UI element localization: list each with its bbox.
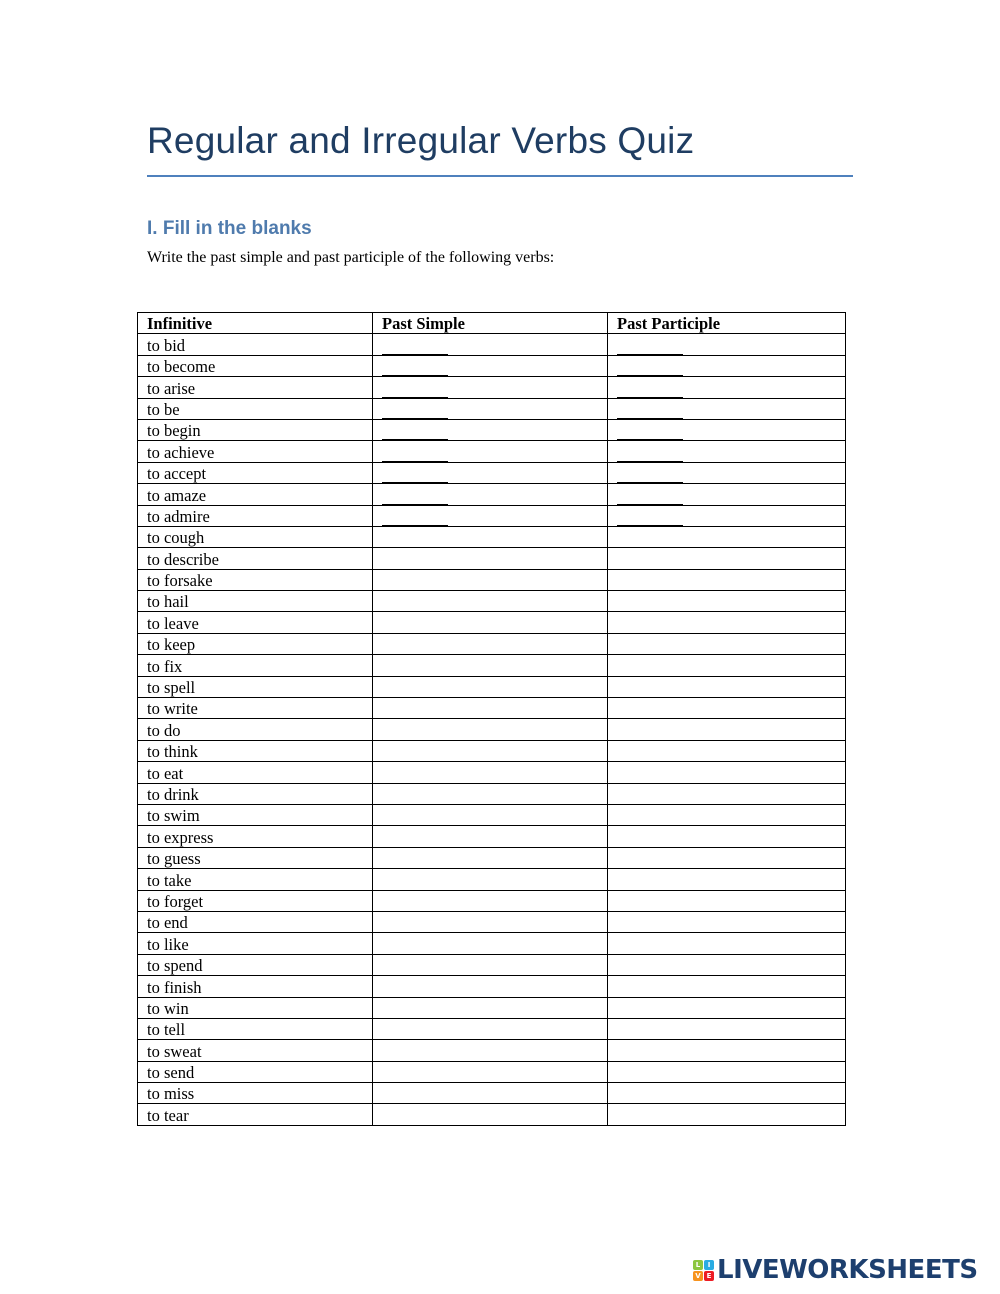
past-participle-cell[interactable] (608, 869, 846, 890)
table-row (138, 933, 846, 954)
infinitive-cell: to write (138, 698, 373, 719)
past-participle-cell[interactable] (608, 655, 846, 676)
table-row (138, 505, 846, 526)
past-participle-blank[interactable] (617, 511, 683, 526)
table-row (138, 1018, 846, 1039)
past-participle-cell[interactable] (608, 1061, 846, 1082)
past-simple-blank[interactable] (382, 404, 448, 419)
past-participle-cell[interactable] (608, 419, 846, 440)
infinitive-cell: to miss (138, 1083, 373, 1104)
infinitive-cell: to guess (138, 847, 373, 868)
table-row (138, 976, 846, 997)
table-row (138, 377, 846, 398)
infinitive-cell: to finish (138, 976, 373, 997)
past-participle-cell[interactable] (608, 1018, 846, 1039)
past-participle-cell[interactable] (608, 826, 846, 847)
past-participle-cell[interactable] (608, 911, 846, 932)
past-simple-cell[interactable] (373, 505, 608, 526)
infinitive-cell: to admire (138, 505, 373, 526)
past-participle-cell[interactable] (608, 1040, 846, 1061)
past-simple-blank[interactable] (382, 447, 448, 462)
past-simple-cell[interactable] (373, 1018, 608, 1039)
infinitive-cell: to win (138, 997, 373, 1018)
verbs-table (137, 312, 846, 1126)
infinitive-cell: to describe (138, 548, 373, 569)
infinitive-cell: to swim (138, 804, 373, 825)
infinitive-cell: to keep (138, 633, 373, 654)
table-row (138, 548, 846, 569)
past-simple-cell[interactable] (373, 1104, 608, 1125)
past-simple-cell[interactable] (373, 740, 608, 761)
past-simple-cell[interactable] (373, 398, 608, 419)
past-participle-cell[interactable] (608, 505, 846, 526)
past-simple-cell[interactable] (373, 612, 608, 633)
table-row (138, 997, 846, 1018)
past-simple-cell[interactable] (373, 698, 608, 719)
past-participle-cell[interactable] (608, 484, 846, 505)
past-simple-cell[interactable] (373, 355, 608, 376)
past-simple-cell[interactable] (373, 911, 608, 932)
infinitive-cell: to forget (138, 890, 373, 911)
infinitive-cell: to become (138, 355, 373, 376)
table-row (138, 1083, 846, 1104)
table-row (138, 462, 846, 483)
past-simple-cell[interactable] (373, 933, 608, 954)
table-row (138, 334, 846, 355)
past-simple-blank[interactable] (382, 490, 448, 505)
logo-mark-tile: E (704, 1271, 714, 1281)
past-simple-cell[interactable] (373, 676, 608, 697)
past-simple-cell[interactable] (373, 591, 608, 612)
past-participle-cell[interactable] (608, 633, 846, 654)
infinitive-cell: to be (138, 398, 373, 419)
past-simple-cell[interactable] (373, 441, 608, 462)
past-simple-cell[interactable] (373, 719, 608, 740)
table-row (138, 484, 846, 505)
table-row (138, 569, 846, 590)
past-participle-cell[interactable] (608, 334, 846, 355)
past-participle-blank[interactable] (617, 383, 683, 398)
infinitive-cell: to forsake (138, 569, 373, 590)
infinitive-cell: to amaze (138, 484, 373, 505)
infinitive-cell: to express (138, 826, 373, 847)
past-participle-cell[interactable] (608, 1083, 846, 1104)
infinitive-cell: to arise (138, 377, 373, 398)
table-row (138, 441, 846, 462)
past-simple-cell[interactable] (373, 869, 608, 890)
past-participle-cell[interactable] (608, 441, 846, 462)
logo-text: LIVEWORKSHEETS (717, 1255, 978, 1285)
infinitive-cell: to take (138, 869, 373, 890)
past-participle-cell[interactable] (608, 377, 846, 398)
past-simple-blank[interactable] (382, 468, 448, 483)
past-participle-cell[interactable] (608, 719, 846, 740)
table-row (138, 869, 846, 890)
past-simple-cell[interactable] (373, 890, 608, 911)
past-participle-cell[interactable] (608, 740, 846, 761)
past-participle-cell[interactable] (608, 612, 846, 633)
infinitive-cell: to leave (138, 612, 373, 633)
past-simple-cell[interactable] (373, 334, 608, 355)
logo-mark-tile: L (693, 1260, 703, 1270)
infinitive-cell: to cough (138, 526, 373, 547)
past-simple-cell[interactable] (373, 847, 608, 868)
table-row (138, 655, 846, 676)
past-simple-cell[interactable] (373, 462, 608, 483)
past-participle-cell[interactable] (608, 398, 846, 419)
logo-mark-icon (693, 1260, 714, 1281)
infinitive-cell: to do (138, 719, 373, 740)
table-row (138, 719, 846, 740)
header-past-participle: Past Participle (608, 313, 846, 334)
table-row (138, 398, 846, 419)
table-row (138, 1061, 846, 1082)
table-row (138, 419, 846, 440)
past-participle-blank[interactable] (617, 404, 683, 419)
table-row (138, 591, 846, 612)
table-row (138, 526, 846, 547)
logo-mark-tile: V (693, 1271, 703, 1281)
past-participle-blank[interactable] (617, 490, 683, 505)
table-row (138, 762, 846, 783)
past-participle-blank[interactable] (617, 447, 683, 462)
past-participle-cell[interactable] (608, 890, 846, 911)
infinitive-cell: to begin (138, 419, 373, 440)
past-participle-cell[interactable] (608, 591, 846, 612)
table-row (138, 826, 846, 847)
infinitive-cell: to spell (138, 676, 373, 697)
infinitive-cell: to spend (138, 954, 373, 975)
past-participle-cell[interactable] (608, 355, 846, 376)
verbs-table-body (138, 334, 846, 1125)
past-participle-cell[interactable] (608, 762, 846, 783)
past-simple-blank[interactable] (382, 511, 448, 526)
table-row (138, 804, 846, 825)
table-row (138, 954, 846, 975)
past-simple-cell[interactable] (373, 633, 608, 654)
infinitive-cell: to achieve (138, 441, 373, 462)
past-simple-cell[interactable] (373, 526, 608, 547)
past-participle-cell[interactable] (608, 976, 846, 997)
past-simple-cell[interactable] (373, 954, 608, 975)
past-participle-cell[interactable] (608, 997, 846, 1018)
infinitive-cell: to tell (138, 1018, 373, 1039)
past-simple-cell[interactable] (373, 655, 608, 676)
past-participle-cell[interactable] (608, 804, 846, 825)
title-underline (147, 175, 853, 177)
past-participle-cell[interactable] (608, 526, 846, 547)
infinitive-cell: to end (138, 911, 373, 932)
past-simple-cell[interactable] (373, 1061, 608, 1082)
infinitive-cell: to eat (138, 762, 373, 783)
table-row (138, 633, 846, 654)
past-participle-cell[interactable] (608, 933, 846, 954)
infinitive-cell: to like (138, 933, 373, 954)
table-row (138, 911, 846, 932)
liveworksheets-logo (693, 1255, 978, 1285)
infinitive-cell: to sweat (138, 1040, 373, 1061)
past-simple-cell[interactable] (373, 1040, 608, 1061)
past-simple-cell[interactable] (373, 826, 608, 847)
past-participle-cell[interactable] (608, 847, 846, 868)
table-row (138, 355, 846, 376)
past-simple-blank[interactable] (382, 340, 448, 355)
past-simple-blank[interactable] (382, 425, 448, 440)
table-row (138, 676, 846, 697)
past-simple-cell[interactable] (373, 976, 608, 997)
past-participle-cell[interactable] (608, 569, 846, 590)
past-simple-cell[interactable] (373, 804, 608, 825)
table-row (138, 783, 846, 804)
past-participle-cell[interactable] (608, 783, 846, 804)
header-past-simple: Past Simple (373, 313, 608, 334)
infinitive-cell: to send (138, 1061, 373, 1082)
past-simple-blank[interactable] (382, 383, 448, 398)
instructions-text: Write the past simple and past participle of the following verbs: (147, 249, 555, 266)
past-participle-cell[interactable] (608, 462, 846, 483)
infinitive-cell: to fix (138, 655, 373, 676)
logo-mark-tile: I (704, 1260, 714, 1270)
past-participle-blank[interactable] (617, 361, 683, 376)
table-row (138, 890, 846, 911)
past-participle-cell[interactable] (608, 676, 846, 697)
infinitive-cell: to bid (138, 334, 373, 355)
infinitive-cell: to hail (138, 591, 373, 612)
page-title: Regular and Irregular Verbs Quiz (147, 120, 695, 161)
past-simple-cell[interactable] (373, 377, 608, 398)
table-row (138, 1040, 846, 1061)
past-participle-cell[interactable] (608, 548, 846, 569)
table-row (138, 847, 846, 868)
past-participle-blank[interactable] (617, 340, 683, 355)
past-simple-cell[interactable] (373, 783, 608, 804)
table-row (138, 1104, 846, 1125)
past-participle-blank[interactable] (617, 425, 683, 440)
infinitive-cell: to tear (138, 1104, 373, 1125)
table-row (138, 612, 846, 633)
past-simple-cell[interactable] (373, 548, 608, 569)
table-header-row (138, 313, 846, 334)
past-participle-cell[interactable] (608, 1104, 846, 1125)
past-participle-cell[interactable] (608, 698, 846, 719)
infinitive-cell: to think (138, 740, 373, 761)
past-simple-cell[interactable] (373, 1083, 608, 1104)
past-simple-cell[interactable] (373, 569, 608, 590)
header-infinitive: Infinitive (138, 313, 373, 334)
table-row (138, 698, 846, 719)
past-simple-cell[interactable] (373, 997, 608, 1018)
section-heading: I. Fill in the blanks (147, 218, 312, 239)
past-participle-blank[interactable] (617, 468, 683, 483)
infinitive-cell: to drink (138, 783, 373, 804)
infinitive-cell: to accept (138, 462, 373, 483)
past-simple-cell[interactable] (373, 419, 608, 440)
past-participle-cell[interactable] (608, 954, 846, 975)
past-simple-cell[interactable] (373, 762, 608, 783)
table-row (138, 740, 846, 761)
past-simple-cell[interactable] (373, 484, 608, 505)
past-simple-blank[interactable] (382, 361, 448, 376)
